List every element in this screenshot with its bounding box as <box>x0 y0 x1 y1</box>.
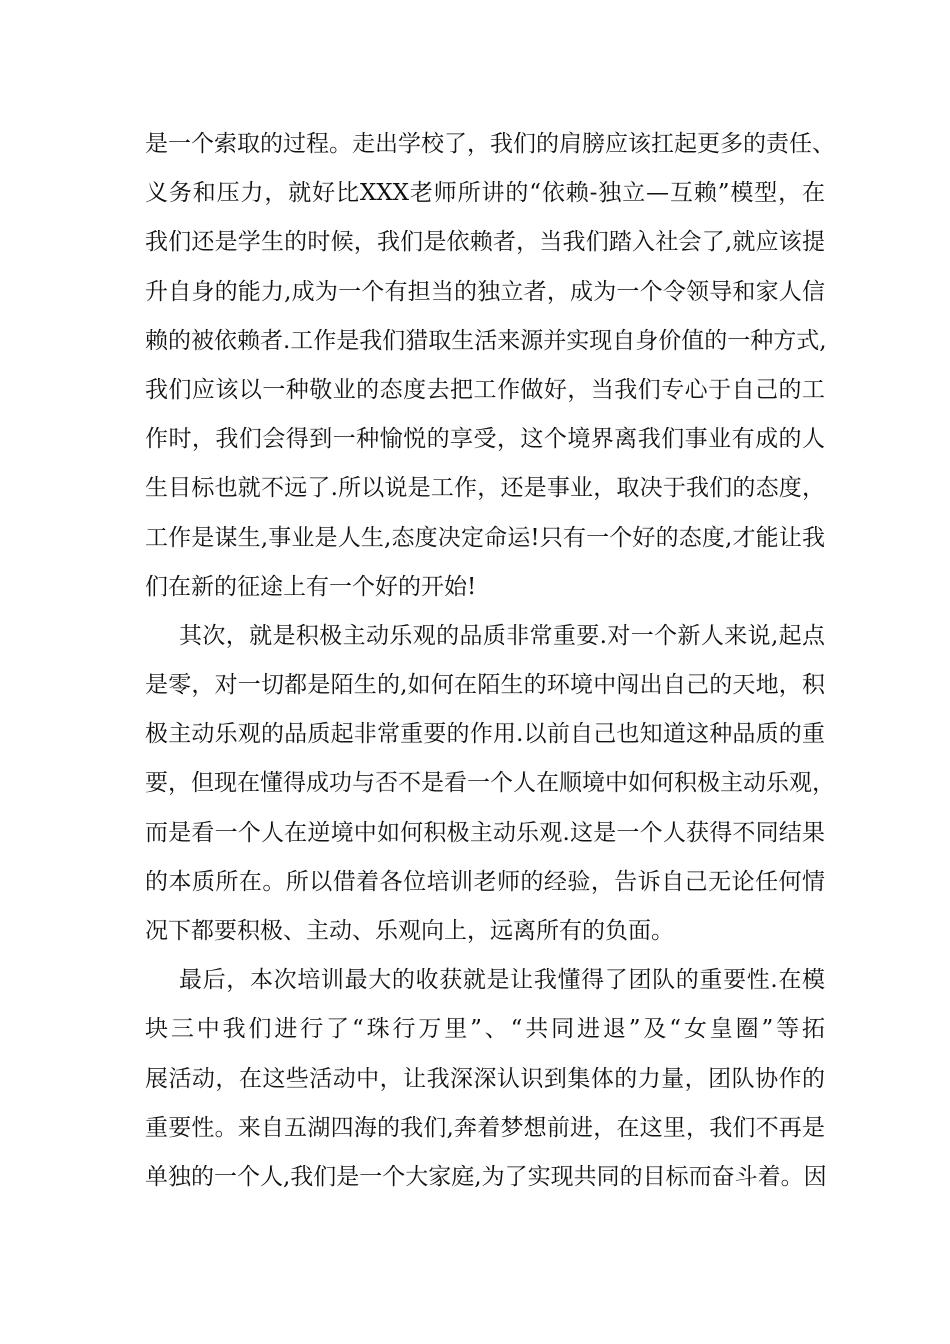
text-line: 是一个索取的过程。走出学校了，我们的肩膀应该扛起更多的责任、 <box>145 131 835 157</box>
text-line: 单独的一个人,我们是一个大家庭,为了实现共同的目标而奋斗着。因 <box>145 1163 827 1190</box>
text-line: 而是看一个人在逆境中如何积极主动乐观.这是一个人获得不同结果 <box>145 819 825 846</box>
text-line: 要，但现在懂得成功与否不是看一个人在顺境中如何积极主动乐观， <box>145 770 835 797</box>
text-line: 极主动乐观的品质起非常重要的作用.以前自己也知道这种品质的重 <box>145 721 825 748</box>
text-line: 重要性。来自五湖四海的我们,奔着梦想前进，在这里，我们不再是 <box>145 1114 825 1141</box>
paragraph-first-line: 其次，就是积极主动乐观的品质非常重要.对一个新人来说,起点 <box>179 622 825 649</box>
text-line: 是零，对一切都是陌生的,如何在陌生的环境中闯出自己的天地，积 <box>145 672 825 699</box>
text-line: 况下都要积极、主动、乐观向上，远离所有的负面。 <box>145 918 674 944</box>
text-line: 工作是谋生,事业是人生,态度决定命运!只有一个好的态度,才能让我 <box>145 524 825 551</box>
text-line: 生目标也就不远了.所以说是工作，还是事业，取决于我们的态度， <box>145 475 825 502</box>
text-line: 升自身的能力,成为一个有担当的独立者，成为一个令领导和家人信 <box>145 278 825 305</box>
text-line: 作时，我们会得到一种愉悦的享受，这个境界离我们事业有成的人 <box>145 426 825 453</box>
text-line: 赖的被依赖者.工作是我们猎取生活来源并实现自身价值的一种方式, <box>145 327 827 354</box>
text-line: 我们应该以一种敬业的态度去把工作做好，当我们专心于自己的工 <box>145 376 825 403</box>
text-line: 我们还是学生的时候，我们是依赖者，当我们踏入社会了,就应该提 <box>145 229 825 256</box>
text-line: 义务和压力，就好比XXX老师所讲的“依赖-独立—互赖”模型，在 <box>145 180 825 207</box>
text-line: 展活动，在这些活动中，让我深深认识到集体的力量，团队协作的 <box>145 1065 825 1092</box>
paragraph-first-line: 最后，本次培训最大的收获就是让我懂得了团队的重要性.在模 <box>179 967 825 994</box>
text-line: 们在新的征途上有一个好的开始! <box>145 573 477 600</box>
text-line: 块三中我们进行了“珠行万里”、“共同进退”及“女皇圈”等拓 <box>145 1016 825 1043</box>
text-line: 的本质所在。所以借着各位培训老师的经验，告诉自己无论任何情 <box>145 868 825 895</box>
body-text <box>145 120 835 1202</box>
